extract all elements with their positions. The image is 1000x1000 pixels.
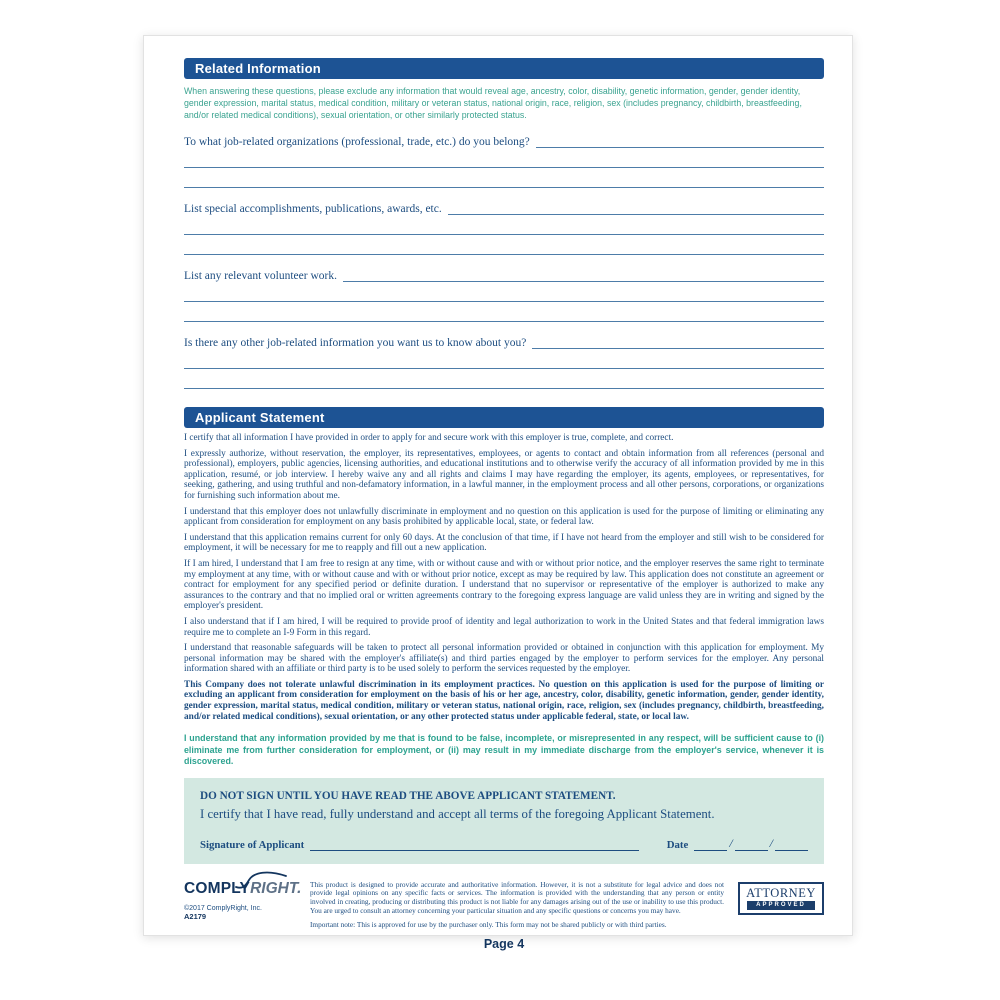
complyright-logo bbox=[184, 880, 306, 921]
product-code: A2179 bbox=[184, 911, 207, 921]
date-day-line[interactable] bbox=[735, 839, 768, 851]
answer-line[interactable] bbox=[184, 282, 824, 302]
question-group-organizations bbox=[184, 131, 824, 188]
badge-attorney-text: ATTORNEY bbox=[746, 885, 816, 900]
answer-line[interactable] bbox=[448, 201, 824, 215]
answer-line[interactable] bbox=[184, 302, 824, 322]
signature-input-line[interactable] bbox=[310, 839, 639, 851]
date-label: Date bbox=[666, 838, 689, 851]
attorney-approved-badge bbox=[738, 882, 824, 915]
question-label: List special accomplishments, publications, awards, etc. bbox=[184, 203, 442, 215]
question-label: List any relevant volunteer work. bbox=[184, 270, 337, 282]
signature-label: Signature of Applicant bbox=[200, 838, 305, 851]
statement-paragraph: If I am hired, I understand that I am free to resign at any time, with or without cause and with or without prior notice, and the employer reserves the same right to terminate my employment at any time, with or without cause and with or without prior notice, except as may be required by law. This application does not constitute an agreement or contract for employment for any specified period or definite duration. I understand that no supervisor or representative of the employer is authorized to make any assurances to the contrary and that no implied oral or written agreements contrary to the foregoing express language are valid unless they are in writing and signed by the employer's president. bbox=[184, 558, 824, 612]
logo-text-right: RIGHT. bbox=[250, 879, 302, 897]
answer-line[interactable] bbox=[532, 335, 824, 349]
statement-paragraph: I understand that this employer does not unlawfully discriminate in employment and no question on this application is used for the purpose of limiting or eliminating any applicant from consideration for employment on any basis prohibited by applicable local, state, or federal law. bbox=[184, 506, 824, 528]
question-group-accomplishments bbox=[184, 198, 824, 255]
applicant-statement-header bbox=[184, 407, 824, 428]
badge-approved-text: APPROVED bbox=[747, 901, 815, 910]
date-month-line[interactable] bbox=[694, 839, 727, 851]
form-page bbox=[143, 35, 853, 952]
legal-disclaimer bbox=[306, 880, 738, 930]
complyright-swoosh-icon bbox=[234, 872, 290, 890]
statement-paragraph: I expressly authorize, without reservation, the employer, its representatives, employees, or agents to contact and obtain information from all references (personal and professional), employers, public agencies, licensing authorities, and educational institutions and to otherwise verify the accuracy of all information provided by me in this application, resumé, or job interview. I hereby waive any and all rights and claims I may have regarding the employer, its agents, employees, or representatives, for seeking, gathering, and using truthful and non-defamatory information, in a lawful manner, in the employment process and all other persons, corporations, or organizations for furnishing such information about me. bbox=[184, 448, 824, 501]
related-information-header bbox=[184, 58, 824, 79]
copyright-text: ©2017 ComplyRight, Inc. bbox=[184, 904, 262, 912]
date-slash: / bbox=[769, 835, 773, 850]
statement-paragraph: I understand that reasonable safeguards will be taken to protect all personal information provided or obtained in conjunction with this application for employment. My personal information may be shared with the employer's affiliate(s) and third parties engaged by the employer to perform services for the employer. Any personal information shared with an affiliate or third party is to be used solely to perform the services requested by the employer. bbox=[184, 643, 824, 675]
related-information-title: Related Information bbox=[195, 61, 321, 76]
answer-line[interactable] bbox=[184, 168, 824, 188]
disclaimer-text: This product is designed to provide accurate and authoritative information. However, it is not a substitute for legal advice and does not provide legal opinions on any specific facts or services. The information is provided with the understanding that any person or entity involved in creating, producing or distributing this product is not liable for any damages arising out of the use or inability to use this product. You are urged to consult an attorney concerning your particular situation and any specific questions or concerns you may have. bbox=[310, 879, 724, 915]
date-year-line[interactable] bbox=[775, 839, 808, 851]
page-number: Page 4 bbox=[483, 937, 525, 952]
answer-line[interactable] bbox=[184, 148, 824, 168]
logo-text-comply: COMPLY bbox=[184, 879, 251, 897]
answer-line[interactable] bbox=[343, 268, 824, 282]
question-label: To what job-related organizations (professional, trade, etc.) do you belong? bbox=[184, 136, 530, 148]
answer-line[interactable] bbox=[184, 349, 824, 369]
date-slash: / bbox=[729, 835, 733, 850]
applicant-statement-title: Applicant Statement bbox=[195, 410, 325, 425]
statement-paragraph: I also understand that if I am hired, I will be required to provide proof of identity and legal authorization to work in the United States and that federal immigration laws require me to complete an I-9 Form in this regard. bbox=[184, 616, 824, 638]
signature-box bbox=[184, 778, 824, 864]
statement-paragraph: I certify that all information I have provided in order to apply for and secure work with this employer is true, complete, and correct. bbox=[184, 433, 674, 443]
statement-paragraph-nondiscrimination: This Company does not tolerate unlawful discrimination in its employment practices. No question on this application is used for the purpose of limiting or excluding an applicant from consideration for employment on the basis of his or her age, ancestry, color, disability, genetic information, gender, gender identity, gender expression, marital status, medical condition, military or veteran status, national origin, race, religion, sex (includes pregnancy, childbirth, breastfeeding, and/or related medical conditions), sexual orientation, or any other protected status under applicable federal, state, or local law. bbox=[184, 679, 824, 722]
answer-line[interactable] bbox=[184, 215, 824, 235]
question-group-volunteer-work bbox=[184, 265, 824, 322]
important-note-text: Important note: This is approved for use by the purchaser only. This form may not be shared publicly or with third parties. bbox=[310, 919, 667, 929]
answer-line[interactable] bbox=[536, 134, 824, 148]
question-label: Is there any other job-related information you want us to know about you? bbox=[184, 337, 527, 349]
question-group-other-information bbox=[184, 332, 824, 389]
statement-paragraph-false-information: I understand that any information provided by me that is found to be false, incomplete, or misrepresented in any respect, will be sufficient cause to (i) eliminate me from further consideration for employment, or (ii) may result in my immediate discharge from the employer's service, whenever it is discovered. bbox=[184, 733, 824, 767]
answer-line[interactable] bbox=[184, 235, 824, 255]
date-field bbox=[667, 836, 808, 851]
related-information-instructions: When answering these questions, please exclude any information that would reveal age, ancestry, color, disability, genetic information, gender, gender identity, gender expression, marital status, medical condition, military or veteran status, national origin, race, religion, sex (includes pregnancy, childbirth, breastfeeding, and/or related medical conditions), sexual orientation, or other similarly protected status. bbox=[184, 86, 802, 120]
certification-text: I certify that I have read, fully understand and accept all terms of the foregoing Applicant Statement. bbox=[200, 806, 715, 821]
do-not-sign-warning: DO NOT SIGN UNTIL YOU HAVE READ THE ABOVE APPLICANT STATEMENT. bbox=[200, 789, 616, 802]
answer-line[interactable] bbox=[184, 369, 824, 389]
statement-paragraph: I understand that this application remains current for only 60 days. At the conclusion of that time, if I have not heard from the employer and still wish to be considered for employment, it will be necessary for me to reapply and fill out a new application. bbox=[184, 532, 824, 554]
footer bbox=[184, 880, 824, 930]
applicant-statement-section bbox=[184, 407, 824, 768]
